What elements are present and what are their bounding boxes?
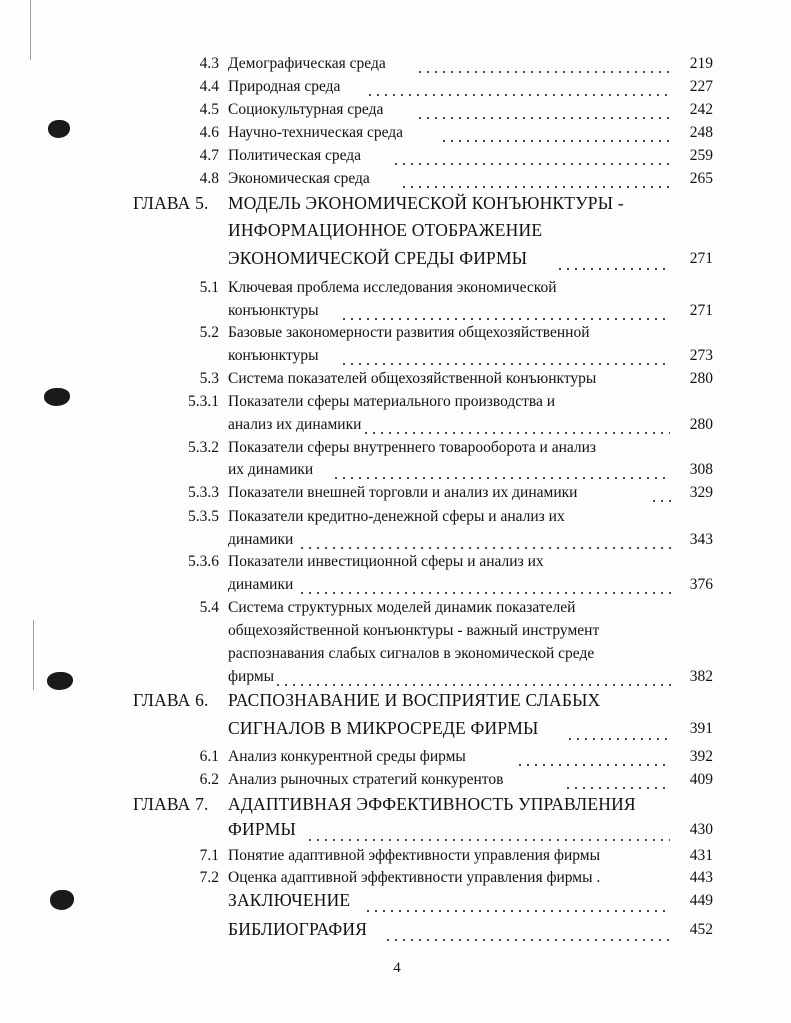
toc-entry-number: 5.3 — [199, 370, 219, 387]
toc-entry-page: 259 — [689, 147, 713, 164]
page-number: 4 — [393, 960, 401, 976]
toc-entry-number: 5.3.5 — [188, 508, 219, 525]
toc-entry-page: 280 — [689, 416, 713, 433]
toc-chapter — [0, 191, 791, 219]
toc-chapter — [0, 917, 791, 945]
toc-entry-title: Оценка адаптивной эффективности управления фирмы . — [228, 869, 601, 886]
toc-entry-page: 227 — [689, 78, 713, 95]
toc-entry-title-line: динамики — [228, 576, 294, 593]
toc-entry — [0, 746, 791, 770]
leader-dots — [516, 764, 670, 766]
leader-dots — [274, 684, 672, 686]
toc-entry-continued — [0, 345, 791, 369]
toc-entry — [0, 145, 791, 169]
toc-entry-number: 7.2 — [199, 869, 219, 886]
toc-chapter-title-line: ИНФОРМАЦИОННОЕ ОТОБРАЖЕНИЕ — [228, 220, 543, 240]
toc-entry — [0, 76, 791, 100]
toc-entry — [0, 99, 791, 123]
toc-entry-number: 4.3 — [199, 55, 219, 72]
toc-entry-title-line: Базовые закономерности развития общехозяйственной — [228, 324, 590, 341]
toc-entry-continued — [0, 300, 791, 324]
toc-entry-number: 5.3.2 — [188, 439, 219, 456]
toc-chapter-continued — [0, 817, 791, 845]
toc-entry-continued — [0, 620, 791, 644]
toc-chapter-title-line: АДАПТИВНАЯ ЭФФЕКТИВНОСТЬ УПРАВЛЕНИЯ — [228, 794, 636, 814]
toc-entry-page: 280 — [689, 370, 713, 387]
toc-chapter-title-line: СИГНАЛОВ В МИКРОСРЕДЕ ФИРМЫ — [228, 718, 539, 738]
toc-entry — [0, 53, 791, 77]
toc-entry-title-line: Система структурных моделей динамик показателей — [228, 599, 576, 616]
toc-entry-continued — [0, 666, 791, 690]
leader-dots — [298, 547, 672, 549]
toc-chapter-continued — [0, 716, 791, 744]
toc-entry-number: 4.7 — [199, 147, 219, 164]
toc-entry-title: Научно-техническая среда — [228, 124, 404, 141]
toc-entry-number: 4.5 — [199, 101, 219, 118]
toc-chapter — [0, 688, 791, 716]
leader-dots — [440, 140, 670, 142]
toc-entry-number: 4.8 — [199, 170, 219, 187]
toc-entry-number: 5.4 — [199, 599, 219, 616]
toc-entry-page: 382 — [689, 668, 713, 685]
toc-entry — [0, 391, 791, 415]
toc-chapter-title-line: РАСПОЗНАВАНИЕ И ВОСПРИЯТИЕ СЛАБЫХ — [228, 690, 601, 710]
toc-entry — [0, 168, 791, 192]
leader-dots — [392, 163, 670, 165]
toc-entry-number: 5.2 — [199, 324, 219, 341]
toc-entry — [0, 769, 791, 793]
toc-entry-page: 242 — [689, 101, 713, 118]
toc-entry-page: 271 — [689, 250, 713, 267]
toc-entry-number: 6.2 — [199, 771, 219, 788]
leader-dots — [564, 787, 670, 789]
toc-chapter-title-line: ФИРМЫ — [228, 819, 297, 839]
toc-entry-page: 248 — [689, 124, 713, 141]
toc-entry-title: Показатели внешней торговли и анализ их динамики — [228, 484, 578, 501]
toc-entry-title-line: их динамики — [228, 461, 314, 478]
toc-chapter-number: ГЛАВА 7. — [133, 794, 209, 814]
toc-entry-title-line: динамики — [228, 531, 294, 548]
toc-entry — [0, 845, 791, 869]
toc-entry-title: Анализ конкурентной среды фирмы — [228, 748, 466, 765]
toc-entry-page: 343 — [689, 531, 713, 548]
toc-entry — [0, 482, 791, 506]
toc-entry-page: 443 — [689, 869, 713, 886]
toc-entry-page: 431 — [689, 847, 713, 864]
toc-entry-title: Понятие адаптивной эффективности управления фирмы — [228, 847, 601, 864]
toc-chapter-continued — [0, 218, 791, 246]
toc-entry-title-line: фирмы — [228, 668, 275, 685]
toc-entry-title-line: Показатели инвестиционной сферы и анализ их — [228, 553, 544, 570]
leader-dots — [306, 839, 670, 841]
toc-entry-title-line: Показатели сферы материального производства и — [228, 393, 556, 410]
toc-entry-title: Экономическая среда — [228, 170, 370, 187]
toc-entry-continued — [0, 529, 791, 553]
toc-chapter-title: БИБЛИОГРАФИЯ — [228, 919, 368, 939]
toc-entry-title: Природная среда — [228, 78, 341, 95]
toc-entry-continued — [0, 574, 791, 598]
toc-entry-page: 452 — [689, 921, 713, 938]
toc-entry-number: 6.1 — [199, 748, 219, 765]
toc-chapter-title-line: ЭКОНОМИЧЕСКОЙ СРЕДЫ ФИРМЫ — [228, 248, 528, 268]
toc-entry-title-line: распознавания слабых сигналов в экономической среде — [228, 645, 595, 662]
toc-chapter-number: ГЛАВА 5. — [133, 193, 209, 213]
leader-dots — [400, 186, 670, 188]
toc-entry-number: 5.3.3 — [188, 484, 219, 501]
toc-entry-page: 329 — [689, 484, 713, 501]
toc-entry — [0, 597, 791, 621]
leader-dots — [566, 738, 670, 740]
leader-dots — [366, 94, 670, 96]
toc-entry-continued — [0, 643, 791, 667]
toc-entry-title-line: Показатели кредитно-денежной сферы и анализ их — [228, 508, 565, 525]
toc-chapter — [0, 888, 791, 916]
toc-entry-title-line: конъюнктуры — [228, 302, 319, 319]
toc-entry — [0, 122, 791, 146]
toc-entry — [0, 506, 791, 530]
toc-entry-number: 7.1 — [199, 847, 219, 864]
toc-entry-title: Политическая среда — [228, 147, 362, 164]
toc-entry-page: 376 — [689, 576, 713, 593]
toc-entry-title: Социокультурная среда — [228, 101, 384, 118]
toc-entry-title: Анализ рыночных стратегий конкурентов — [228, 771, 504, 788]
toc-entry-title-line: конъюнктуры — [228, 347, 319, 364]
leader-dots — [364, 910, 670, 912]
leader-dots — [362, 432, 670, 434]
toc-entry — [0, 551, 791, 575]
leader-dots — [556, 268, 670, 270]
toc-chapter-title: ЗАКЛЮЧЕНИЕ — [228, 890, 351, 910]
leader-dots — [340, 363, 670, 365]
leader-dots — [384, 939, 670, 941]
toc-entry-number: 5.1 — [199, 279, 219, 296]
toc-chapter-title-line: МОДЕЛЬ ЭКОНОМИЧЕСКОЙ КОНЪЮНКТУРЫ - — [228, 193, 624, 213]
toc-entry-page: 219 — [689, 55, 713, 72]
toc-entry — [0, 437, 791, 461]
toc-chapter-number: ГЛАВА 6. — [133, 690, 209, 710]
scan-edge-line — [30, 0, 31, 60]
leader-dots — [340, 318, 670, 320]
toc-chapter — [0, 792, 791, 820]
toc-entry — [0, 277, 791, 301]
toc-entry-title-line: анализ их динамики — [228, 416, 362, 433]
toc-entry-page: 392 — [689, 748, 713, 765]
leader-dots — [650, 500, 674, 502]
toc-entry-continued — [0, 414, 791, 438]
toc-entry-page: 308 — [689, 461, 713, 478]
toc-entry-page: 430 — [689, 821, 713, 838]
toc-entry-title-line: Показатели сферы внутреннего товарооборота и анализ — [228, 439, 597, 456]
toc-entry-number: 4.6 — [199, 124, 219, 141]
leader-dots — [416, 117, 670, 119]
toc-entry — [0, 322, 791, 346]
toc-entry-page: 391 — [689, 720, 713, 737]
toc-entry-title-line: Ключевая проблема исследования экономической — [228, 279, 557, 296]
leader-dots — [416, 71, 670, 73]
toc-entry-page: 273 — [689, 347, 713, 364]
leader-dots — [298, 592, 674, 594]
leader-dots — [332, 477, 670, 479]
toc-entry-page: 265 — [689, 170, 713, 187]
toc-entry-number: 5.3.1 — [188, 393, 219, 410]
toc-entry-number: 4.4 — [199, 78, 219, 95]
toc-entry-page: 449 — [689, 892, 713, 909]
toc-entry-continued — [0, 459, 791, 483]
toc-entry-page: 271 — [689, 302, 713, 319]
toc-entry — [0, 368, 791, 392]
toc-entry-page: 409 — [689, 771, 713, 788]
toc-entry-title-line: общехозяйственной конъюнктуры - важный инструмент — [228, 622, 600, 639]
toc-entry-number: 5.3.6 — [188, 553, 219, 570]
toc-entry-title: Демографическая среда — [228, 55, 386, 72]
toc-entry-title: Система показателей общехозяйственной конъюнктуры — [228, 370, 597, 387]
toc-chapter-continued — [0, 246, 791, 274]
